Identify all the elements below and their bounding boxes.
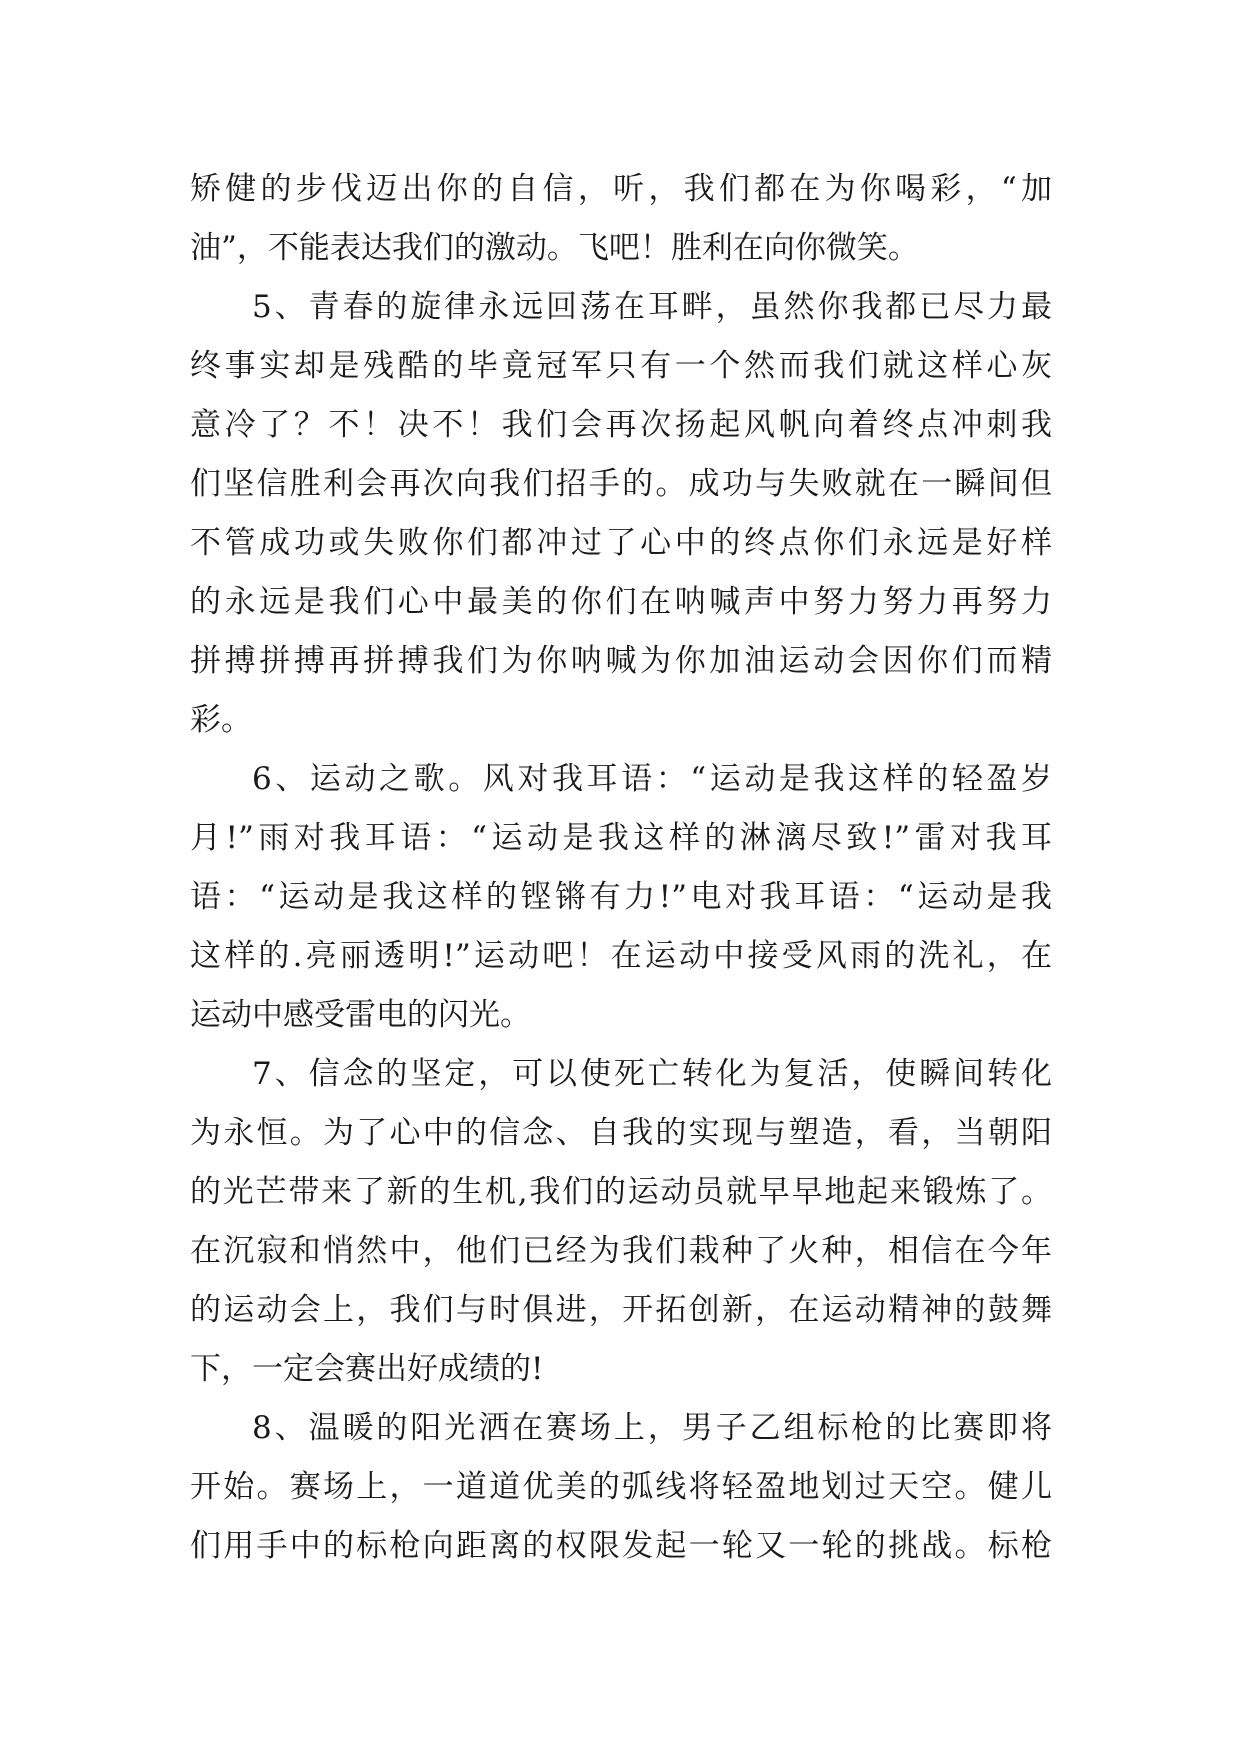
text-line: 的运动会上，我们与时俱进，开拓创新，在运动精神的鼓舞 bbox=[190, 1292, 1052, 1328]
text-line: 运动中感受雷电的闪光。 bbox=[190, 997, 531, 1033]
text-line: 们用手中的标枪向距离的权限发起一轮又一轮的挑战。标枪 bbox=[190, 1528, 1052, 1564]
text-line: 的永远是我们心中最美的你们在呐喊声中努力努力再努力 bbox=[190, 584, 1052, 620]
text-line: 语：“运动是我这样的铿锵有力!”电对我耳语：“运动是我 bbox=[190, 879, 1052, 915]
text-line: 5、青春的旋律永远回荡在耳畔，虽然你我都已尽力最 bbox=[252, 289, 1052, 325]
text-line: 拼搏拼搏再拼搏我们为你呐喊为你加油运动会因你们而精 bbox=[190, 643, 1052, 679]
text-line: 在沉寂和悄然中，他们已经为我们栽种了火种，相信在今年 bbox=[190, 1233, 1052, 1269]
text-line: 为永恒。为了心中的信念、自我的实现与塑造，看，当朝阳 bbox=[190, 1115, 1052, 1151]
text-line: 不管成功或失败你们都冲过了心中的终点你们永远是好样 bbox=[190, 525, 1052, 561]
text-line: 8、温暖的阳光洒在赛场上，男子乙组标枪的比赛即将 bbox=[252, 1410, 1052, 1446]
text-line: 的光芒带来了新的生机,我们的运动员就早早地起来锻炼了。 bbox=[190, 1174, 1052, 1210]
document-body bbox=[190, 160, 1052, 1576]
text-line: 彩。 bbox=[190, 702, 252, 738]
text-line: 这样的.亮丽透明!”运动吧！在运动中接受风雨的洗礼，在 bbox=[190, 938, 1052, 974]
text-line: 月!”雨对我耳语：“运动是我这样的淋漓尽致!”雷对我耳 bbox=[190, 820, 1052, 856]
text-line: 们坚信胜利会再次向我们招手的。成功与失败就在一瞬间但 bbox=[190, 466, 1052, 502]
text-line: 下，一定会赛出好成绩的! bbox=[190, 1351, 544, 1387]
text-line: 意冷了？不！决不！我们会再次扬起风帆向着终点冲刺我 bbox=[190, 407, 1052, 443]
text-line: 7、信念的坚定，可以使死亡转化为复活，使瞬间转化 bbox=[252, 1056, 1052, 1092]
text-line: 开始。赛场上，一道道优美的弧线将轻盈地划过天空。健儿 bbox=[190, 1469, 1052, 1505]
text-line: 油”，不能表达我们的激动。飞吧！胜利在向你微笑。 bbox=[190, 230, 919, 266]
text-line: 6、运动之歌。风对我耳语：“运动是我这样的轻盈岁 bbox=[252, 761, 1052, 797]
text-line: 终事实却是残酷的毕竟冠军只有一个然而我们就这样心灰 bbox=[190, 348, 1052, 384]
text-line: 矫健的步伐迈出你的自信，听，我们都在为你喝彩，“加 bbox=[190, 171, 1052, 207]
